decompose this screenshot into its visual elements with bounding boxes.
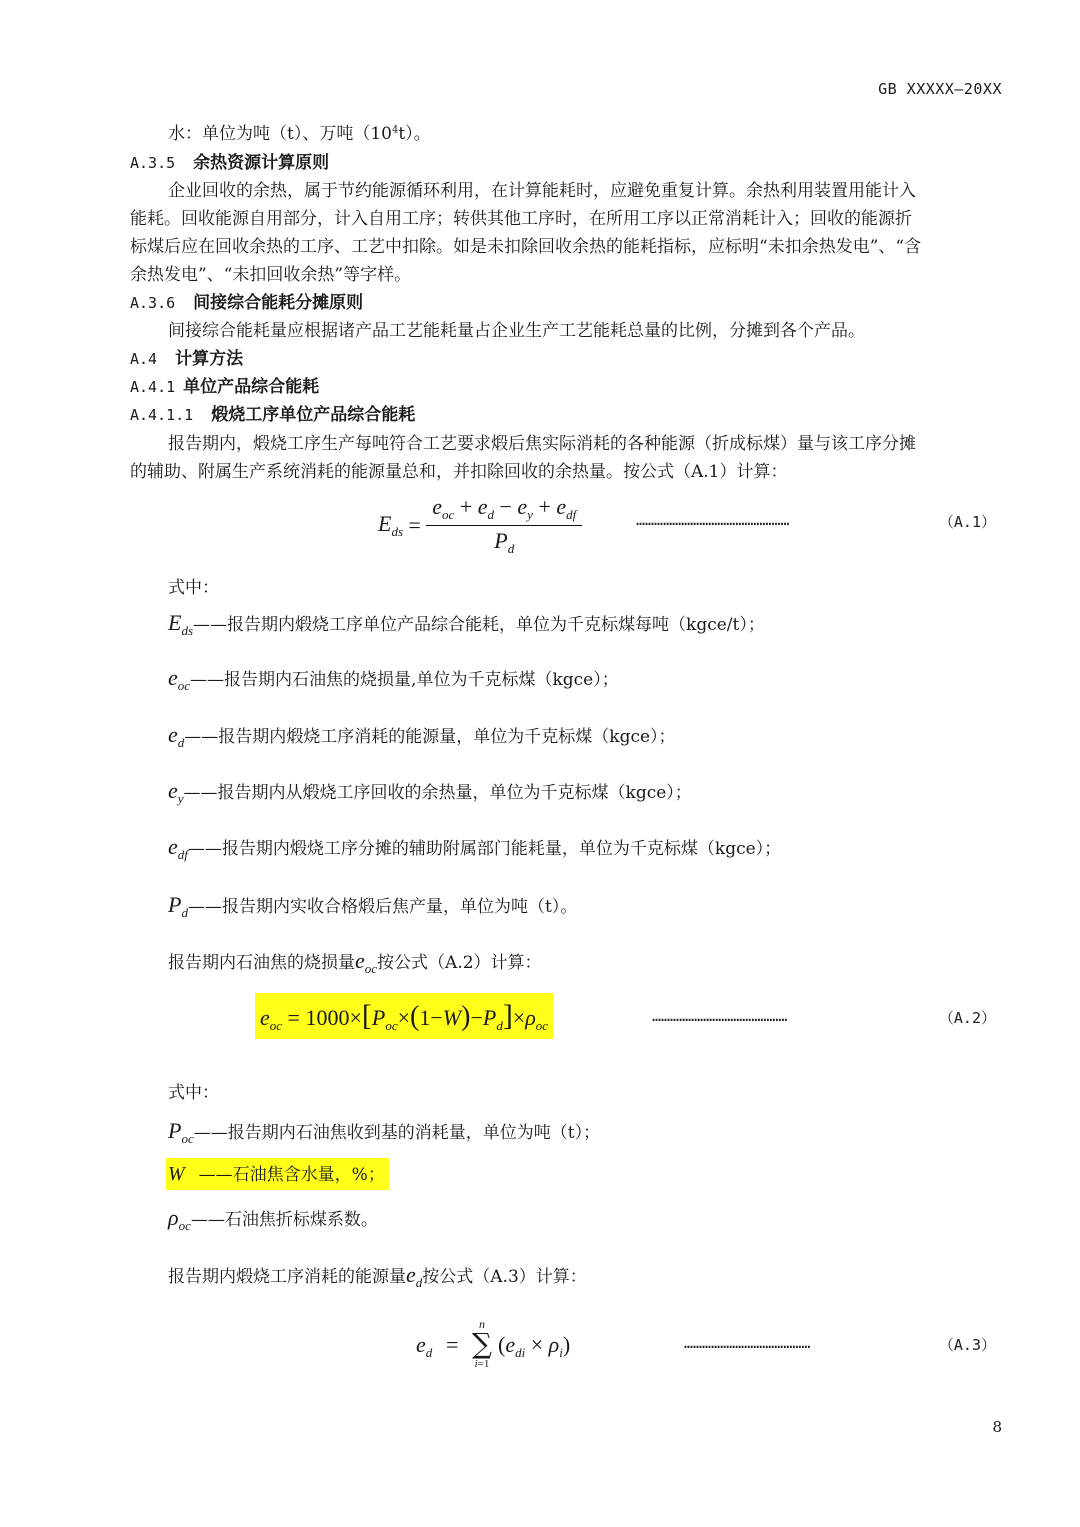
equation-a1-label: （A.1） bbox=[938, 513, 996, 531]
paragraph-a35-line-3: 标煤后应在回收余热的工序、工艺中扣除。如是未扣除回收余热的能耗指标，应标明“未扣余热发电”、“含 bbox=[130, 237, 922, 257]
equation-a2-leader: ……………………………………… bbox=[652, 1007, 788, 1025]
heading-title: 煅烧工序单位产品综合能耗 bbox=[211, 405, 416, 425]
definition-edf bbox=[168, 834, 781, 863]
water-unit-text-after: t）。 bbox=[398, 124, 431, 144]
definition-text: ——报告期内石油焦的烧损量,单位为千克标煤（kgce）； bbox=[190, 670, 619, 690]
heading-number: A.3.5 bbox=[130, 154, 176, 172]
fraction-denominator: $P_d$ bbox=[494, 528, 515, 556]
symbol: $e_d$ bbox=[406, 1262, 423, 1290]
heading-title: 间接综合能耗分摊原则 bbox=[193, 293, 364, 313]
paragraph-a411-line-1: 报告期内，煅烧工序生产每吨符合工艺要求煅后焦实际消耗的各种能源（折成标煤）量与该工序分摊 bbox=[168, 434, 916, 454]
symbol: $e_{oc}$ bbox=[355, 948, 378, 976]
definition-text: ——报告期内从煅烧工序回收的余热量，单位为千克标煤（kgce）； bbox=[183, 783, 692, 803]
heading-a36 bbox=[130, 288, 363, 313]
symbol: $\rho_{oc}$ bbox=[168, 1205, 191, 1233]
intro-text: 报告期内石油焦的烧损量 bbox=[168, 953, 355, 973]
intro-text: 报告期内煅烧工序消耗的能源量 bbox=[168, 1267, 406, 1287]
intro-text: 按公式（A.3）计算： bbox=[422, 1267, 587, 1287]
symbol: $E_{ds}$ bbox=[168, 610, 194, 638]
definition-text: ——报告期内煅烧工序消耗的能源量，单位为千克标煤（kgce）； bbox=[184, 727, 676, 747]
paragraph-a35-line-1: 企业回收的余热，属于节约能源循环利用，在计算能耗时，应避免重复计算。余热利用装置用能计入 bbox=[168, 181, 916, 201]
definition-eoc bbox=[168, 665, 619, 694]
heading-a35 bbox=[130, 148, 329, 173]
heading-title: 计算方法 bbox=[175, 349, 244, 369]
fraction-numerator: $e_{oc} + e_d - e_y + e_{df}$ bbox=[426, 494, 582, 526]
heading-a41 bbox=[130, 372, 319, 397]
equation-a3-leader: …………………………………… bbox=[684, 1334, 811, 1352]
where-label-1: 式中： bbox=[168, 578, 219, 598]
definition-rho-oc bbox=[168, 1205, 378, 1234]
definition-text: ——报告期内煅烧工序单位产品综合能耗，单位为千克标煤每吨（kgce/t）； bbox=[193, 615, 765, 635]
where-label-2: 式中： bbox=[168, 1083, 219, 1103]
heading-title: 单位产品综合能耗 bbox=[183, 377, 320, 397]
definition-text: ——报告期内实收合格煅后焦产量，单位为吨（t）。 bbox=[187, 897, 578, 917]
summand: $(e_{di} \times \rho_i)$ bbox=[498, 1332, 571, 1360]
symbol: $e_y$ bbox=[168, 778, 184, 806]
heading-title: 余热资源计算原则 bbox=[193, 153, 330, 173]
equals-sign: = bbox=[408, 512, 421, 538]
water-unit-text: 水：单位为吨（t）、万吨（10 bbox=[168, 124, 392, 144]
symbol: $e_{df}$ bbox=[168, 834, 188, 862]
heading-number: A.3.6 bbox=[130, 294, 176, 312]
heading-a4 bbox=[130, 344, 243, 369]
equation-fraction bbox=[426, 494, 582, 557]
equation-a1-leader: …………………………………………… bbox=[636, 511, 790, 529]
paragraph-a36: 间接综合能耗量应根据诸产品工艺能耗量占企业生产工艺能耗总量的比例，分摊到各个产品。 bbox=[168, 321, 865, 341]
heading-number: A.4.1 bbox=[130, 378, 176, 396]
heading-a411 bbox=[130, 400, 415, 425]
equation-a2-label: （A.2） bbox=[938, 1009, 996, 1027]
symbol: $e_{oc}$ bbox=[168, 665, 191, 693]
definition-poc bbox=[168, 1118, 600, 1147]
intro-eq-a3 bbox=[168, 1262, 587, 1291]
definition-text: ——石油焦含水量，%； bbox=[198, 1165, 385, 1185]
equals-sign: = bbox=[446, 1332, 459, 1357]
definition-text: ——石油焦折标煤系数。 bbox=[190, 1210, 378, 1230]
water-unit-line bbox=[168, 119, 431, 144]
definition-text: ——报告期内煅烧工序分摊的辅助附属部门能耗量，单位为千克标煤（kgce）； bbox=[187, 839, 782, 859]
definition-pd bbox=[168, 892, 577, 921]
definition-w bbox=[166, 1158, 389, 1190]
equation-a2: $e_{oc} = 1000\times[P_{oc}\times(1-W)-P_d]\times\rho_{oc}$ bbox=[255, 993, 553, 1039]
intro-eq-a2 bbox=[168, 948, 542, 977]
symbol: $e_d$ bbox=[168, 722, 185, 750]
definition-eds bbox=[168, 610, 765, 639]
paragraph-a35-line-2: 能耗。回收能源自用部分，计入自用工序；转供其他工序时，在所用工序以正常消耗计入；回收的能源折 bbox=[130, 209, 912, 229]
symbol: $P_{oc}$ bbox=[168, 1118, 194, 1146]
equation-a1 bbox=[378, 494, 582, 554]
summation: n ∑ i=1 bbox=[472, 1317, 492, 1370]
heading-number: A.4 bbox=[130, 350, 158, 368]
equation-lhs: $e_d$ bbox=[416, 1332, 433, 1360]
symbol: $P_d$ bbox=[168, 892, 188, 920]
definition-ey bbox=[168, 778, 692, 807]
definition-text: ——报告期内石油焦收到基的消耗量，单位为吨（t）； bbox=[193, 1123, 601, 1143]
equation-lhs: $E_{ds}$ bbox=[378, 511, 404, 539]
water-unit-exponent: 4 bbox=[391, 124, 399, 136]
definition-ed bbox=[168, 722, 676, 751]
page-number: 8 bbox=[992, 1418, 1002, 1436]
paragraph-a35-line-4: 余热发电”、“未扣回收余热”等字样。 bbox=[130, 265, 412, 285]
intro-text: 按公式（A.2）计算： bbox=[377, 953, 542, 973]
equation-a3-label: （A.3） bbox=[938, 1336, 996, 1354]
paragraph-a411-line-2: 的辅助、附属生产系统消耗的能源量总和，并扣除回收的余热量。按公式（A.1）计算： bbox=[130, 462, 788, 482]
heading-number: A.4.1.1 bbox=[130, 406, 194, 424]
page-header: GB XXXXX—20XX bbox=[878, 80, 1002, 98]
symbol: W bbox=[168, 1163, 185, 1185]
